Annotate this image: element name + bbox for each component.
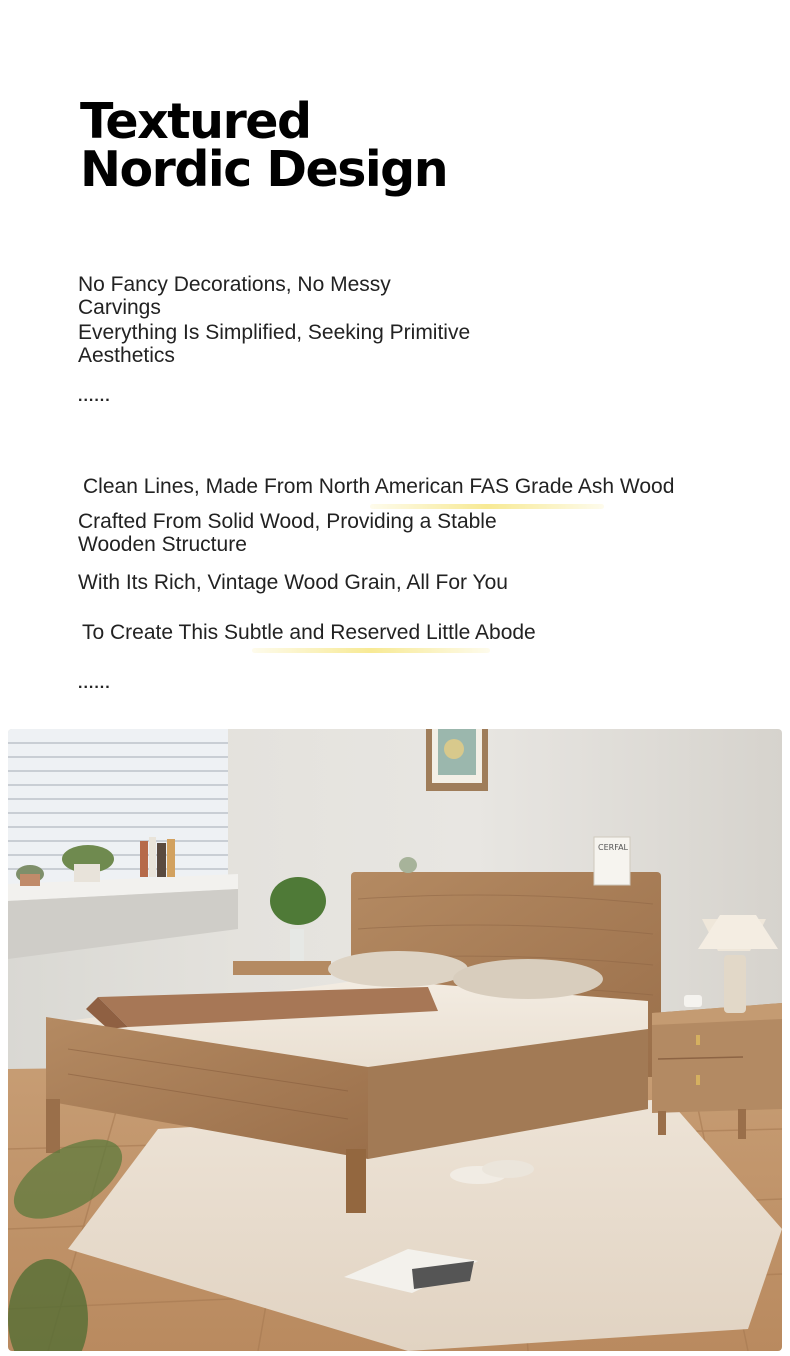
feature-line-5: To Create This Subtle and Reserved Little Abode bbox=[82, 621, 536, 644]
ellipsis-divider: ...... bbox=[78, 388, 111, 405]
title-line-1: Textured bbox=[80, 93, 311, 150]
page-title bbox=[80, 93, 448, 198]
feature-paragraph bbox=[78, 510, 497, 556]
intro-line-1: No Fancy Decorations, No Messy bbox=[78, 273, 391, 296]
highlight-underline bbox=[370, 504, 604, 509]
highlight-underline-2 bbox=[252, 648, 490, 653]
intro-paragraph bbox=[78, 273, 391, 319]
feature-line-3: Wooden Structure bbox=[78, 533, 247, 556]
feature-line-1: Clean Lines, Made From North American FAS Grade Ash Wood bbox=[83, 475, 675, 498]
feature-line-4: With Its Rich, Vintage Wood Grain, All For You bbox=[78, 571, 508, 594]
intro-line-3: Everything Is Simplified, Seeking Primitive bbox=[78, 321, 471, 344]
ellipsis-divider-2: ...... bbox=[78, 675, 111, 692]
intro-paragraph-2 bbox=[78, 321, 470, 367]
bedroom-photo bbox=[8, 729, 782, 1351]
book-label: CERFAL bbox=[598, 843, 628, 852]
intro-line-2: Carvings bbox=[78, 296, 161, 319]
feature-line-2: Crafted From Solid Wood, Providing a Stable bbox=[78, 510, 497, 533]
intro-line-4: Aesthetics bbox=[78, 344, 175, 367]
title-line-2: Nordic Design bbox=[80, 141, 448, 198]
